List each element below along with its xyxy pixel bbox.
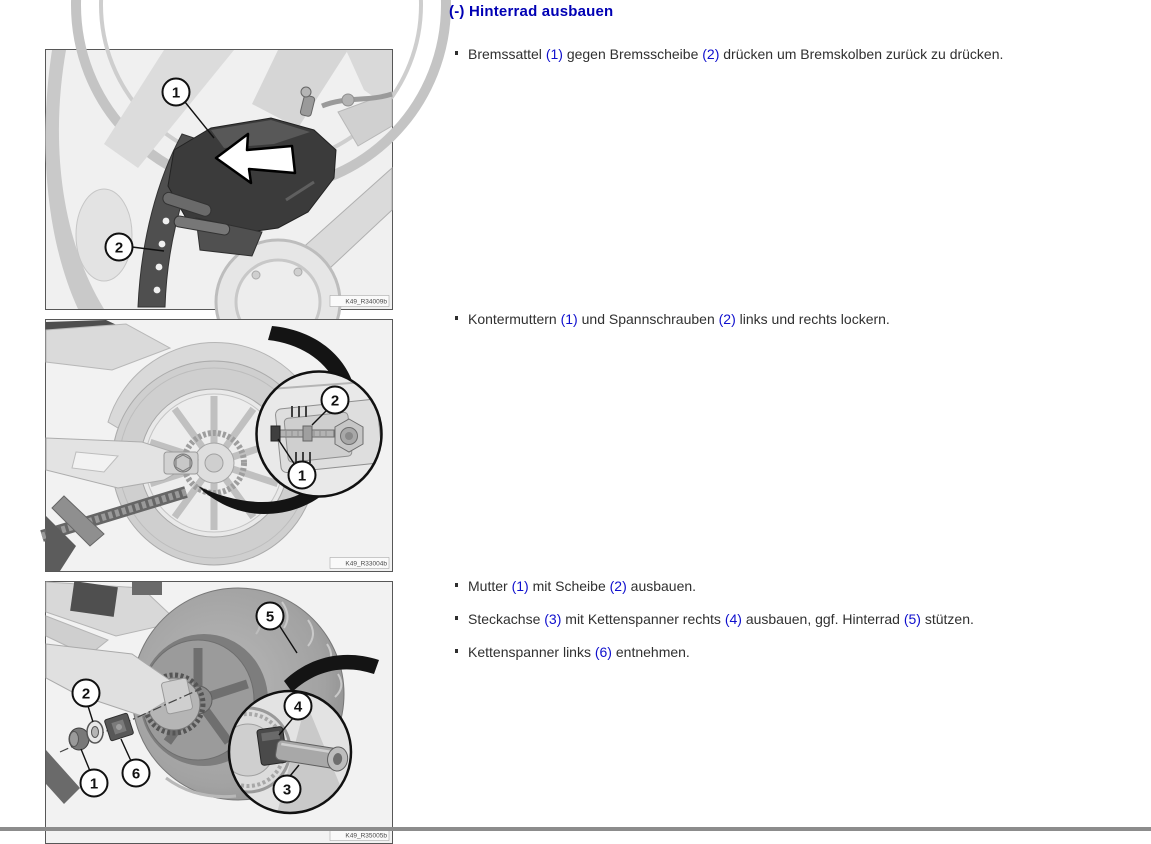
brake-caliper-illustration	[46, 50, 392, 309]
figure-caption: K49_R35005b	[345, 832, 387, 840]
wheel-removal-illustration	[46, 582, 392, 843]
bullet-icon	[455, 51, 458, 55]
axle-nut	[69, 728, 89, 750]
callout-1-label: 1	[297, 467, 307, 485]
callout-2-label: 2	[114, 239, 124, 257]
instruction-step-2	[455, 311, 890, 327]
instruction-step-3	[455, 578, 696, 594]
part-reference: (6)	[594, 644, 612, 660]
figure-caption: K49_R33004b	[345, 560, 387, 568]
callout-5-label: 5	[265, 608, 275, 626]
text-segment: Mutter	[468, 578, 512, 594]
text-segment: Kontermuttern	[468, 311, 561, 327]
part-reference: (3)	[544, 611, 562, 627]
washer	[87, 721, 103, 743]
text-segment: ausbauen.	[626, 578, 697, 594]
text-segment: stützen.	[920, 611, 974, 627]
text-segment: Steckachse	[468, 611, 545, 627]
instruction-text	[468, 578, 696, 594]
part-reference: (1)	[560, 311, 578, 327]
text-segment: gegen Bremsscheibe	[562, 46, 703, 62]
instruction-text	[468, 644, 690, 660]
callout-2-label: 2	[330, 392, 340, 410]
figure-caption: K49_R34009b	[345, 298, 387, 306]
text-segment: und Spannschrauben	[577, 311, 719, 327]
instruction-step-1	[455, 46, 1003, 62]
text-segment: links und rechts lockern.	[735, 311, 890, 327]
bullet-icon	[455, 616, 458, 620]
callout-6-label: 6	[131, 765, 141, 783]
bullet-icon	[455, 649, 458, 653]
part-reference: (1)	[545, 46, 563, 62]
part-reference: (4)	[724, 611, 742, 627]
text-segment: entnehmen.	[611, 644, 690, 660]
instruction-text	[468, 311, 890, 327]
callout-1-label: 1	[171, 84, 181, 102]
part-reference: (5)	[903, 611, 921, 627]
text-segment: drücken um Bremskolben zurück zu drücken.	[719, 46, 1004, 62]
callout-1-label: 1	[89, 775, 99, 793]
text-segment: Bremssattel	[468, 46, 546, 62]
text-segment: mit Kettenspanner rechts	[561, 611, 725, 627]
instruction-text	[468, 611, 974, 627]
part-reference: (1)	[511, 578, 529, 594]
text-segment: ausbauen, ggf. Hinterrad	[741, 611, 904, 627]
page-title: (-) Hinterrad ausbauen	[449, 3, 614, 20]
part-reference: (2)	[702, 46, 720, 62]
bullet-icon	[455, 316, 458, 320]
page-bottom-divider	[0, 827, 1151, 831]
text-segment: mit Scheibe	[528, 578, 610, 594]
chain-adjuster-illustration	[46, 320, 392, 571]
callout-4-label: 4	[293, 698, 303, 716]
figure-brake-caliper	[45, 49, 393, 310]
figure-wheel-removal	[45, 581, 393, 844]
text-segment: Kettenspanner links	[468, 644, 595, 660]
callout-2-label: 2	[81, 685, 91, 703]
instruction-text	[468, 46, 1003, 62]
part-reference: (2)	[609, 578, 627, 594]
instruction-step-4	[455, 611, 974, 627]
part-reference: (2)	[718, 311, 736, 327]
bullet-icon	[455, 583, 458, 587]
instruction-step-5	[455, 644, 690, 660]
figure-chain-adjuster	[45, 319, 393, 572]
callout-3-label: 3	[282, 781, 292, 799]
